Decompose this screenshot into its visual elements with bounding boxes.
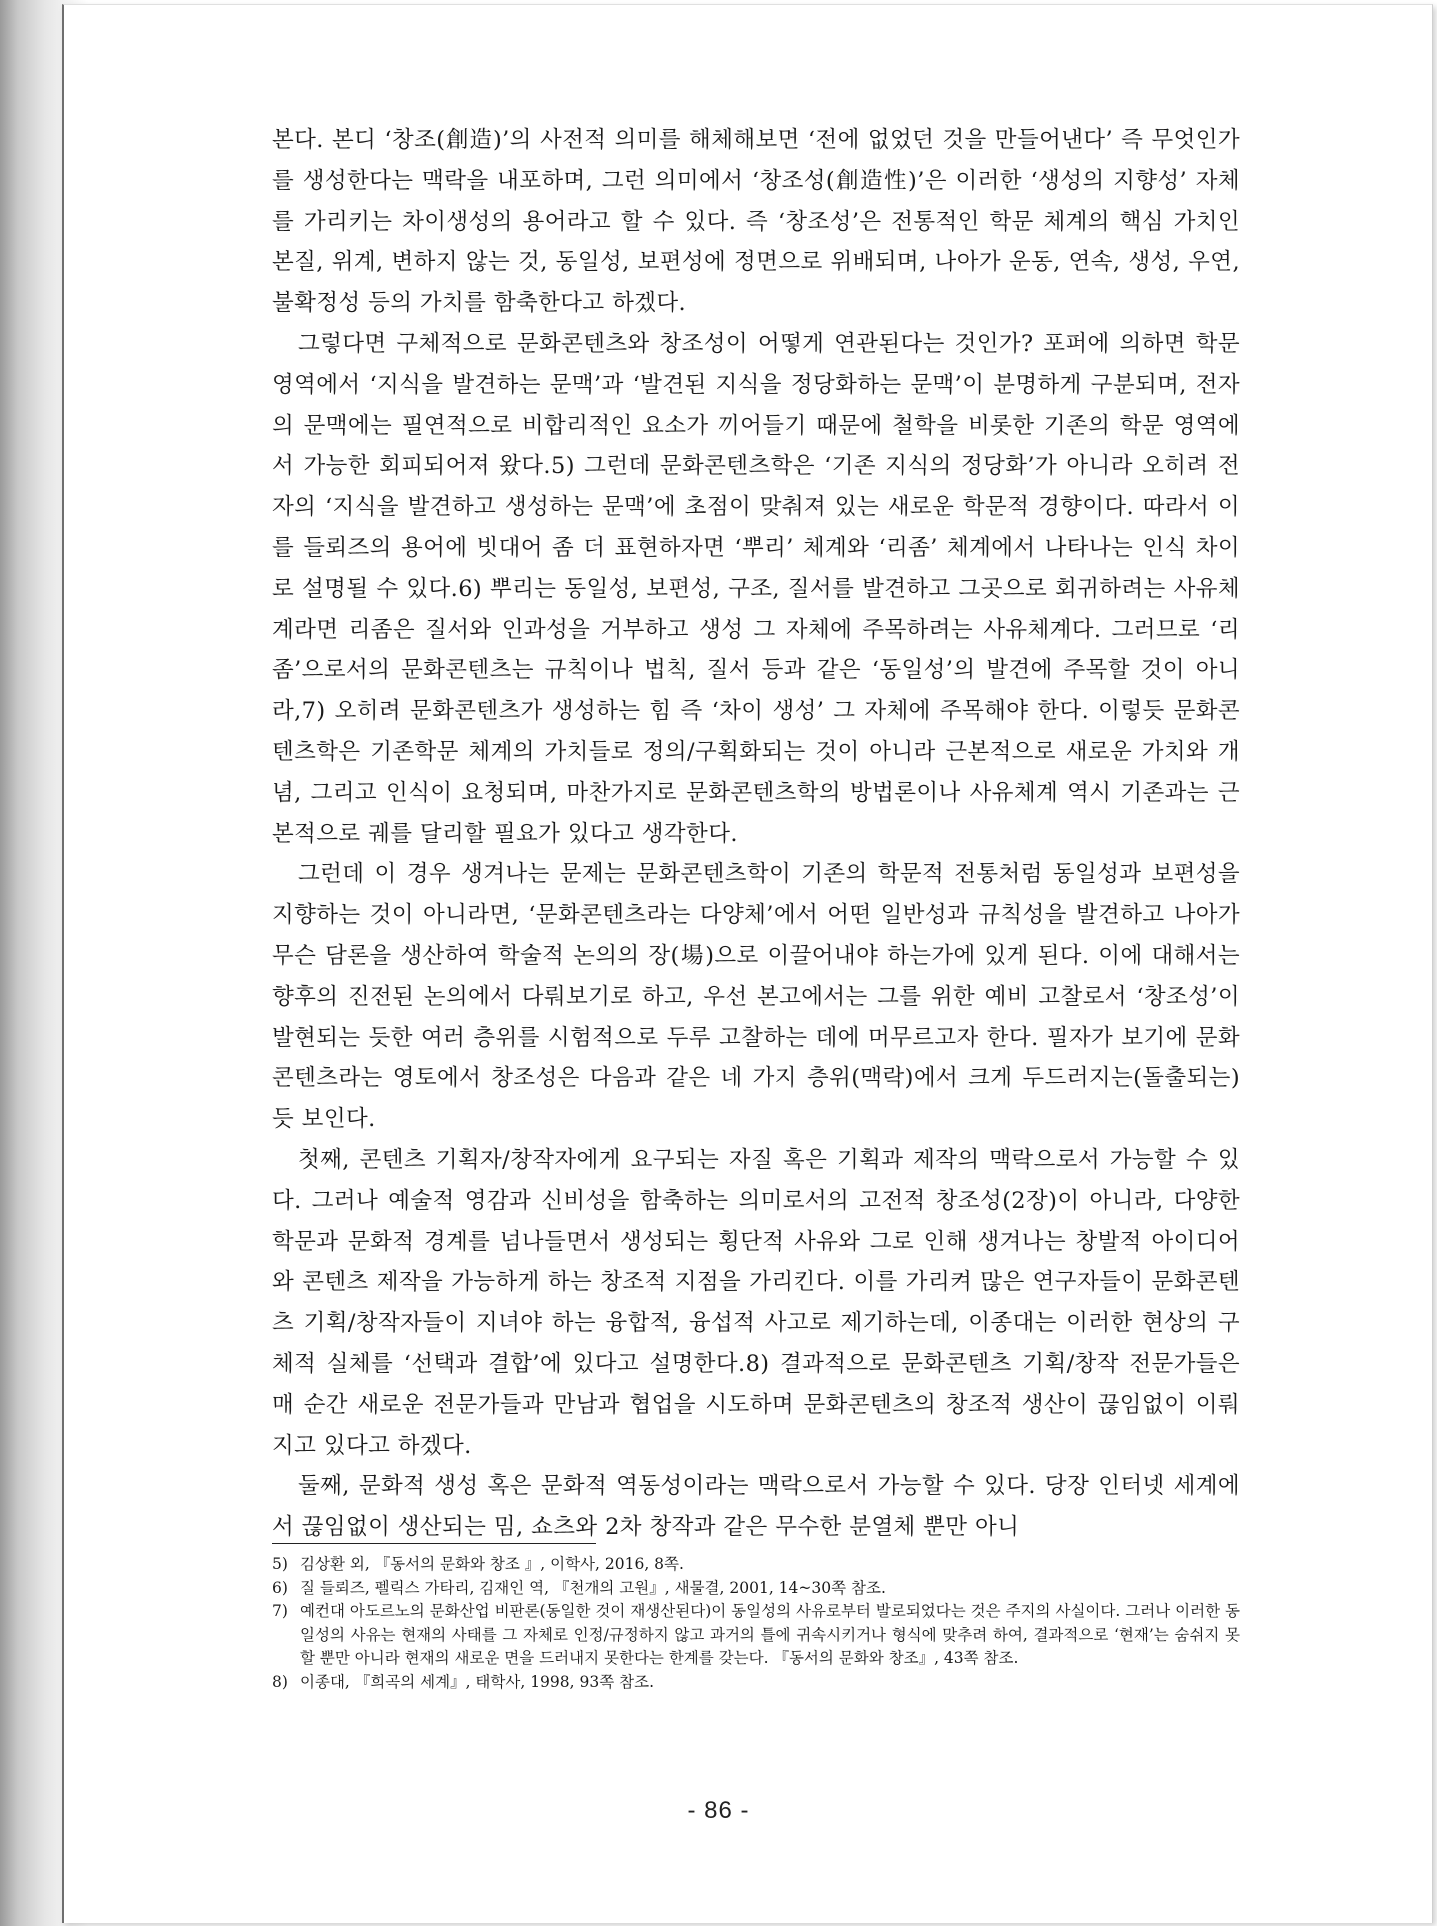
body-paragraph: 첫째, 콘텐츠 기획자/창작자에게 요구되는 자질 혹은 기획과 제작의 맥락으로서 가능할 수 있다. 그러나 예술적 영감과 신비성을 함축하는 의미로서의 고전적 창조성(2장)이 아니라, 다양한 학문과 문화적 경계를 넘나들면서 생성되는 횡단적 사유와 그로 인해 생겨나는 창발적 아이디어와 콘텐츠 제작을 가능하게 하는 창조적 지점을 가리킨다. 이를 가리켜 많은 연구자들이 문화콘텐츠 기획/창작자들이 지녀야 하는 융합적, 융섭적 사고로 제기하는데, 이종대는 이러한 현상의 구체적 실체를 ‘선택과 결합’에 있다고 설명한다.8) 결과적으로 문화콘텐츠 기획/창작 전문가들은 매 순간 새로운 전문가들과 만남과 협업을 시도하며 문화콘텐츠의 창조적 생산이 끊임없이 이뤄지고 있다고 하겠다. bbox=[272, 1146, 1240, 1459]
footnote-item bbox=[272, 1577, 1240, 1601]
footnote-text: 김상환 외, 『동서의 문화와 창조 』, 이학사, 2016, 8쪽. bbox=[300, 1555, 684, 1573]
footnote-number: 6) bbox=[272, 1578, 288, 1597]
footnote-number: 7) bbox=[272, 1602, 288, 1620]
body-text bbox=[272, 120, 1240, 1548]
page-number: - 86 - bbox=[687, 1797, 750, 1824]
body-paragraph: 그렇다면 구체적으로 문화콘텐츠와 창조성이 어떻게 연관된다는 것인가? 포퍼에 의하면 학문 영역에서 ‘지식을 발견하는 문맥’과 ‘발견된 지식을 정당화하는 문맥’이 분명하게 구분되며, 전자의 문맥에는 필연적으로 비합리적인 요소가 끼어들기 때문에 철학을 비롯한 기존의 학문 영역에서 가능한 회피되어져 왔다.5) 그런데 문화콘텐츠학은 ‘기존 지식의 정당화’가 아니라 오히려 전자의 ‘지식을 발견하고 생성하는 문맥’에 초점이 맞춰져 있는 새로운 학문적 경향이다. 따라서 이를 들뢰즈의 용어에 빗대어 좀 더 표현하자면 ‘뿌리’ 체계와 ‘리좀’ 체계에서 나타나는 인식 차이로 설명될 수 있다.6) 뿌리는 동일성, 보편성, 구조, 질서를 발견하고 그곳으로 회귀하려는 사유체계라면 리좀은 질서와 인과성을 거부하고 생성 그 자체에 주목하려는 사유체계다. 그러므로 ‘리좀’으로서의 문화콘텐츠는 규칙이나 법칙, 질서 등과 같은 ‘동일성’의 발견에 주목할 것이 아니라,7) 오히려 문화콘텐츠가 생성하는 힘 즉 ‘차이 생성’ 그 자체에 주목해야 한다. 이렇듯 문화콘텐츠학은 기존학문 체계의 가치들로 정의/구획화되는 것이 아니라 근본적으로 새로운 가치와 개념, 그리고 인식이 요청되며, 마찬가지로 문화콘텐츠학의 방법론이나 사유체계 역시 기존과는 근본적으로 궤를 달리할 필요가 있다고 생각한다. bbox=[272, 330, 1240, 847]
footnote-divider bbox=[272, 1543, 596, 1544]
body-paragraph: 본다. 본디 ‘창조(創造)’의 사전적 의미를 해체해보면 ‘전에 없었던 것을 만들어낸다’ 즉 무엇인가를 생성한다는 맥락을 내포하며, 그런 의미에서 ‘창조성(創造性)’은 이러한 ‘생성의 지향성’ 자체를 가리키는 차이생성의 용어라고 할 수 있다. 즉 ‘창조성’은 전통적인 학문 체계의 핵심 가치인 본질, 위계, 변하지 않는 것, 동일성, 보편성에 정면으로 위배되며, 나아가 운동, 연속, 생성, 우연, 불확정성 등의 가치를 함축한다고 하겠다. bbox=[272, 127, 1240, 317]
footnote-item bbox=[272, 1553, 1240, 1577]
footnote-item bbox=[272, 1671, 1240, 1695]
footnote-number: 8) bbox=[272, 1672, 288, 1691]
footnote-text: 질 들뢰즈, 펠릭스 가타리, 김재인 역, 『천개의 고원』, 새물결, 2001, 14~30쪽 참조. bbox=[300, 1578, 886, 1597]
footnote-text: 예컨대 아도르노의 문화산업 비판론(동일한 것이 재생산된다)이 동일성의 사유로부터 발로되었다는 것은 주지의 사실이다. 그러나 이러한 동일성의 사유는 현재의 사태를 그 자체로 인정/규정하지 않고 과거의 틀에 귀속시키거나 형식에 맞추려 하여, 결과적으로 ‘현재’는 숨쉬지 못할 뿐만 아니라 현재의 새로운 면을 드러내지 못한다는 한계를 갖는다. 『동서의 문화와 창조』, 43쪽 참조. bbox=[300, 1602, 1240, 1667]
footnote-number: 5) bbox=[272, 1555, 288, 1573]
body-paragraph: 그런데 이 경우 생겨나는 문제는 문화콘텐츠학이 기존의 학문적 전통처럼 동일성과 보편성을 지향하는 것이 아니라면, ‘문화콘텐츠라는 다양체’에서 어떤 일반성과 규칙성을 발견하고 나아가 무슨 담론을 생산하여 학술적 논의의 장(場)으로 이끌어내야 하는가에 있게 된다. 이에 대해서는 향후의 진전된 논의에서 다뤄보기로 하고, 우선 본고에서는 그를 위한 예비 고찰로서 ‘창조성’이 발현되는 듯한 여러 층위를 시험적으로 두루 고찰하는 데에 머무르고자 한다. 필자가 보기에 문화콘텐츠라는 영토에서 창조성은 다음과 같은 네 가지 층위(맥락)에서 크게 두드러지는(돌출되는) 듯 보인다. bbox=[272, 861, 1240, 1133]
footnotes bbox=[272, 1553, 1240, 1694]
footnote-text: 이종대, 『희곡의 세계』, 태학사, 1998, 93쪽 참조. bbox=[300, 1672, 654, 1691]
footnote-item bbox=[272, 1600, 1240, 1671]
body-paragraph: 둘째, 문화적 생성 혹은 문화적 역동성이라는 맥락으로서 가능할 수 있다. 당장 인터넷 세계에서 끊임없이 생산되는 밈, 쇼츠와 2차 창작과 같은 무수한 분열체 뿐만 아니 bbox=[272, 1473, 1240, 1541]
